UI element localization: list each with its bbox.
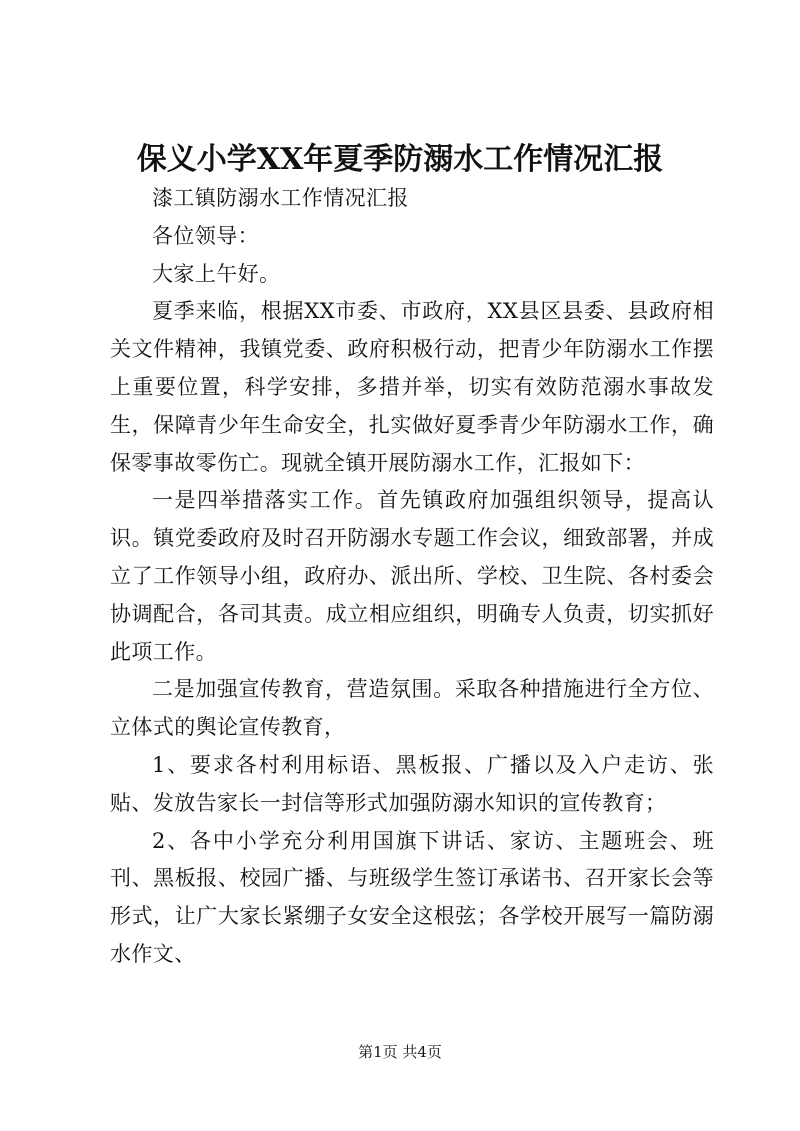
document-body bbox=[110, 180, 714, 974]
paragraph-salutation: 各位领导： bbox=[152, 223, 259, 248]
paragraph-subtitle: 漆工镇防溺水工作情况汇报 bbox=[152, 186, 409, 210]
paragraph-item-two: 2、各中小学充分利用国旗下讲话、家访、主题班会、班刊、黑板报、校园广播、与班级学生签订承诺书、召开家长会等形式，让广大家长紧绷子女安全这根弦；各学校开展写一篇防溺水作文、 bbox=[110, 828, 714, 966]
paragraph-measure-one: 一是四举措落实工作。首先镇政府加强组织领导，提高认识。镇党委政府及时召开防溺水专题工作会议，细致部署，并成立了工作领导小组，政府办、派出所、学校、卫生院、各村委会协调配合，各司其责。成立相应组织，明确专人负责，切实抓好此项工作。 bbox=[110, 488, 714, 664]
document-title: 保义小学XX年夏季防溺水工作情况汇报 bbox=[136, 142, 664, 177]
paragraph-intro: 夏季来临，根据XX市委、市政府，XX县区县委、县政府相关文件精神，我镇党委、政府积极行动，把青少年防溺水工作摆上重要位置，科学安排，多措并举，切实有效防范溺水事故发生，保障青少年生命安全，扎实做好夏季青少年防溺水工作，确保零事故零伤亡。现就全镇开展防溺水工作，汇报如下： bbox=[110, 299, 714, 475]
page-footer: 第1页 共4页 bbox=[358, 1043, 442, 1061]
paragraph-item-one: 1、要求各村利用标语、黑板报、广播以及入户走访、张贴、发放告家长一封信等形式加强防溺水知识的宣传教育； bbox=[110, 752, 714, 815]
paragraph-measure-two: 二是加强宣传教育，营造氛围。采取各种措施进行全方位、立体式的舆论宣传教育， bbox=[110, 677, 714, 740]
paragraph-greeting: 大家上午好。 bbox=[152, 261, 281, 286]
